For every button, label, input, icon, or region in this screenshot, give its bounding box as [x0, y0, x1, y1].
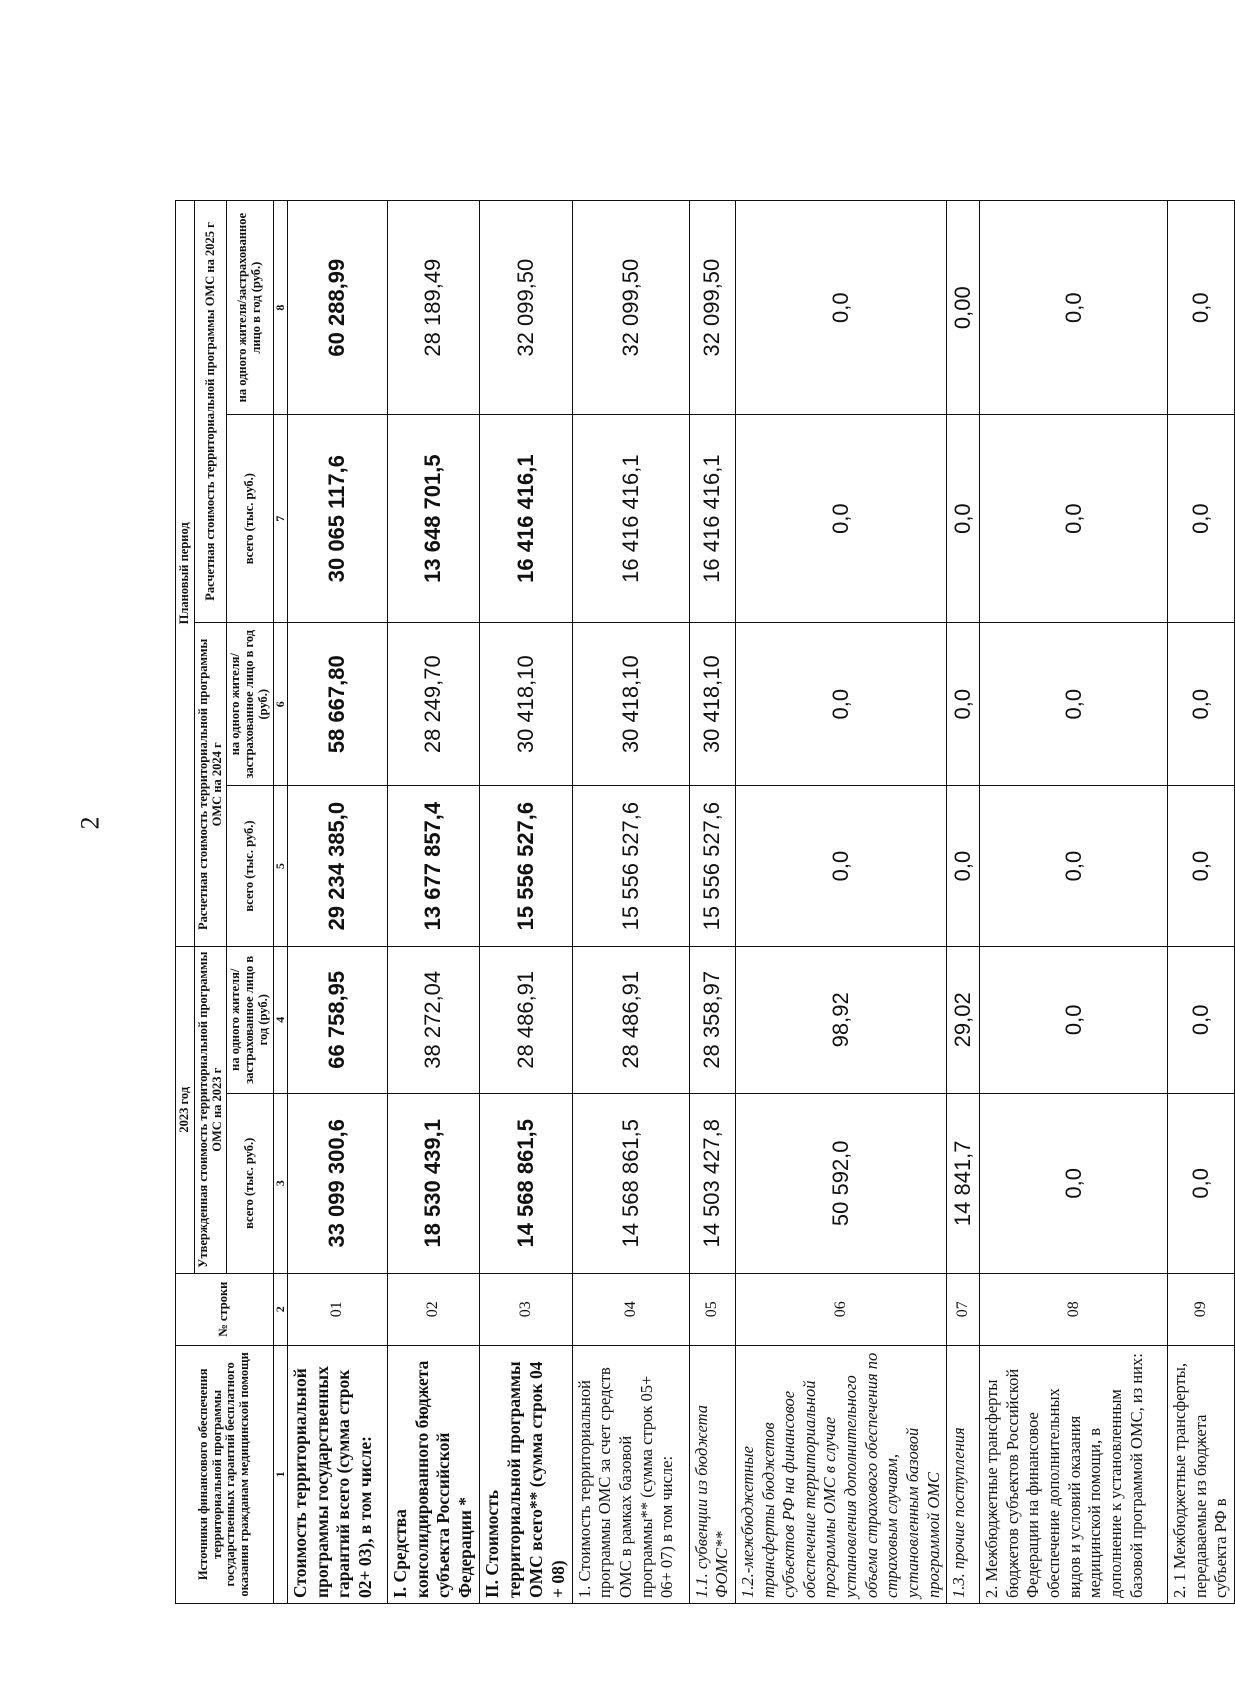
- row-number: 05: [689, 1273, 735, 1345]
- cell-value: 15 556 527,6: [480, 786, 573, 946]
- col-header-per-person: на одного жителя/застрахованное лицо в год (руб.): [227, 201, 273, 415]
- cell-value: 0,0: [1168, 786, 1235, 946]
- cell-value: 0,0: [1168, 946, 1235, 1093]
- row-label: 1. Стоимость территориальной программы ОМС за счет средств ОМС в рамках базовой программы** (сумма строк 05+ 06+ 07) в том числе:: [572, 1345, 689, 1603]
- col-header-total: всего (тыс. руб.): [227, 1093, 273, 1273]
- table-row: [735, 201, 946, 1604]
- table-row: [480, 201, 573, 1604]
- cell-value: 18 530 439,1: [387, 1093, 480, 1273]
- cell-value: 0,0: [980, 201, 1168, 415]
- col-header-planned-period: Плановый период: [176, 201, 195, 947]
- cell-value: 16 416 416,1: [480, 415, 573, 623]
- col-header-approved-2023: Утвержденная стоимость территориальной программы ОМС на 2023 г: [194, 946, 227, 1273]
- cell-value: 0,0: [947, 415, 980, 623]
- table-row: [947, 201, 980, 1604]
- row-label: I. Средства консолидированного бюджета субъекта Российской Федерации *: [387, 1345, 480, 1603]
- cell-value: 32 099,50: [689, 201, 735, 415]
- cell-value: 0,0: [1168, 201, 1235, 415]
- cell-value: 14 568 861,5: [480, 1093, 573, 1273]
- cell-value: 30 065 117,6: [287, 415, 387, 623]
- cell-value: 0,0: [980, 415, 1168, 623]
- cell-value: 13 648 701,5: [387, 415, 480, 623]
- cell-value: 15 556 527,6: [572, 786, 689, 946]
- row-number: 07: [947, 1273, 980, 1345]
- cell-value: 15 556 527,6: [689, 786, 735, 946]
- cell-value: 0,0: [980, 1093, 1168, 1273]
- cell-value: 32 099,50: [480, 201, 573, 415]
- col-number: 4: [273, 946, 287, 1093]
- cell-value: 0,0: [735, 201, 946, 415]
- col-number: 2: [273, 1273, 287, 1345]
- cell-value: 60 288,99: [287, 201, 387, 415]
- col-header-source: Источники финансового обеспечения территориальной программы государственных гарантий бесплатного оказания гражданам медицинской помощи: [176, 1345, 274, 1603]
- cell-value: 32 099,50: [572, 201, 689, 415]
- cell-value: 0,00: [947, 201, 980, 415]
- cell-value: 28 249,70: [387, 622, 480, 786]
- col-header-calc-2025: Расчетная стоимость территориальной программы ОМС на 2025 г: [194, 201, 227, 623]
- cell-value: 28 189,49: [387, 201, 480, 415]
- cell-value: 66 758,95: [287, 946, 387, 1093]
- table-row: [287, 201, 387, 1604]
- cell-value: 98,92: [735, 946, 946, 1093]
- cell-value: 0,0: [947, 622, 980, 786]
- cell-value: 16 416 416,1: [689, 415, 735, 623]
- row-label: II. Стоимость территориальной программы ОМС всего** (сумма строк 04 + 08): [480, 1345, 573, 1603]
- cell-value: 29 234 385,0: [287, 786, 387, 946]
- col-header-total: всего (тыс. руб.): [227, 415, 273, 623]
- cell-value: 0,0: [735, 786, 946, 946]
- cell-value: 14 841,7: [947, 1093, 980, 1273]
- table-row: [980, 201, 1168, 1604]
- row-label: 2. Межбюджетные трансферты бюджетов субъектов Российской Федерации на финансовое обеспечение дополнительных видов и условий оказания медицинской помощи, в дополнение к установленным базовой программой ОМС, из них:: [980, 1345, 1168, 1603]
- cell-value: 16 416 416,1: [572, 415, 689, 623]
- cell-value: 0,0: [1168, 415, 1235, 623]
- row-label: 1.2.-межбюджетные трансферты бюджетов субъектов РФ на финансовое обеспечение территориальной программы ОМС в случае установления дополнительного объема страхового обеспечения по страховым случаям, установленным базовой программой ОМС: [735, 1345, 946, 1603]
- row-number: 08: [980, 1273, 1168, 1345]
- cell-value: 28 358,97: [689, 946, 735, 1093]
- cell-value: 50 592,0: [735, 1093, 946, 1273]
- cell-value: 14 568 861,5: [572, 1093, 689, 1273]
- row-number: 04: [572, 1273, 689, 1345]
- col-number: 8: [273, 201, 287, 415]
- cell-value: 29,02: [947, 946, 980, 1093]
- cell-value: 58 667,80: [287, 622, 387, 786]
- col-number: 7: [273, 415, 287, 623]
- table-row: [1168, 201, 1235, 1604]
- col-header-calc-2024: Расчетная стоимость территориальной программы ОМС на 2024 г: [194, 622, 227, 946]
- cell-value: 33 099 300,6: [287, 1093, 387, 1273]
- page-number: 2: [75, 816, 105, 830]
- table-row: [387, 201, 480, 1604]
- cell-value: 0,0: [947, 786, 980, 946]
- col-header-total: всего (тыс. руб.): [227, 786, 273, 946]
- col-header-row-number: № строки: [176, 1273, 274, 1345]
- col-number: 1: [273, 1345, 287, 1603]
- cell-value: 38 272,04: [387, 946, 480, 1093]
- col-number: 6: [273, 622, 287, 786]
- table-row: [572, 201, 689, 1604]
- col-header-per-person: на одного жителя/застрахованное лицо в год (руб.): [227, 622, 273, 786]
- cell-value: 30 418,10: [572, 622, 689, 786]
- cell-value: 13 677 857,4: [387, 786, 480, 946]
- row-number: 09: [1168, 1273, 1235, 1345]
- row-label: 2. 1 Межбюджетные трансферты, передаваемые из бюджета субъекта РФ в: [1168, 1345, 1235, 1603]
- row-number: 03: [480, 1273, 573, 1345]
- cell-value: 0,0: [735, 622, 946, 786]
- cell-value: 0,0: [1168, 622, 1235, 786]
- table-row: [689, 201, 735, 1604]
- cell-value: 0,0: [980, 946, 1168, 1093]
- cell-value: 14 503 427,8: [689, 1093, 735, 1273]
- row-label: 1.3. прочие поступления: [947, 1345, 980, 1603]
- cell-value: 28 486,91: [480, 946, 573, 1093]
- cell-value: 30 418,10: [689, 622, 735, 786]
- row-number: 01: [287, 1273, 387, 1345]
- col-number: 3: [273, 1093, 287, 1273]
- financing-table: [175, 200, 1235, 1604]
- cell-value: 0,0: [980, 622, 1168, 786]
- cell-value: 0,0: [980, 786, 1168, 946]
- col-number: 5: [273, 786, 287, 946]
- col-header-per-person: на одного жителя/застрахованное лицо в год (руб.): [227, 946, 273, 1093]
- row-number: 02: [387, 1273, 480, 1345]
- row-number: 06: [735, 1273, 946, 1345]
- cell-value: 28 486,91: [572, 946, 689, 1093]
- col-header-year-2023: 2023 год: [176, 946, 195, 1273]
- cell-value: 30 418,10: [480, 622, 573, 786]
- row-label: Стоимость территориальной программы государственных гарантий всего (сумма строк 02+ 03), в том числе:: [287, 1345, 387, 1603]
- row-label: 1.1. субвенции из бюджета ФОМС**: [689, 1345, 735, 1603]
- cell-value: 0,0: [735, 415, 946, 623]
- cell-value: 0,0: [1168, 1093, 1235, 1273]
- rotated-table-wrapper: [175, 200, 1231, 1604]
